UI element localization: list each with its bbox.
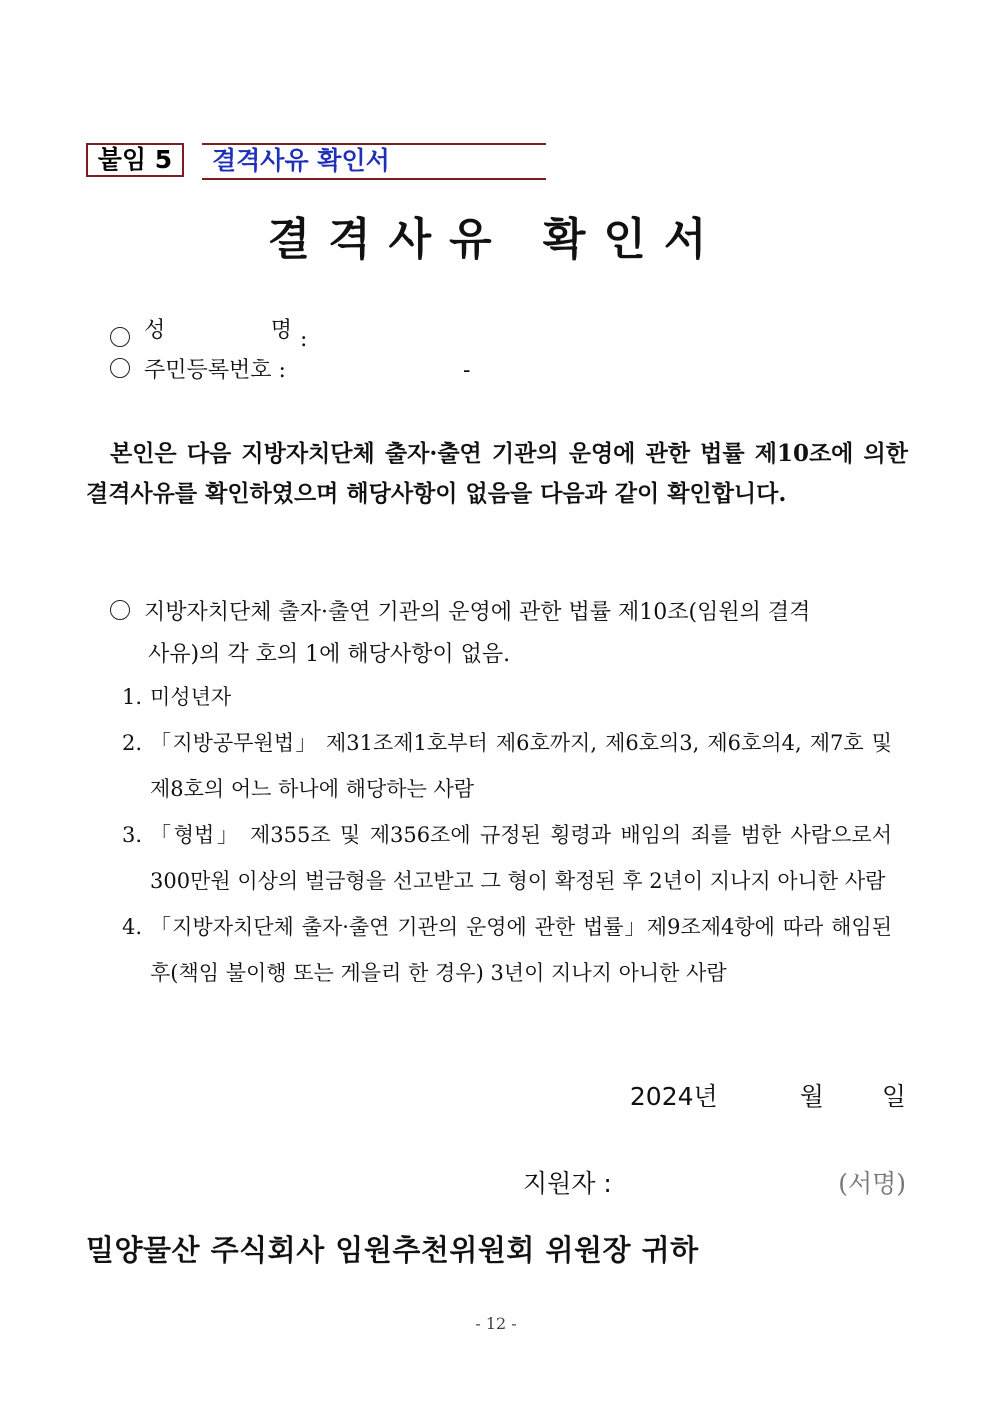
list-item-number: 2. xyxy=(122,731,143,755)
rrn-field xyxy=(110,356,286,386)
statement-paragraph: 본인은 다음 지방자치단체 출자·출연 기관의 운영에 관한 법률 제10조에 의한 결격사유를 확인하였으며 해당사항이 없음을 다음과 같이 확인합니다. xyxy=(86,440,908,507)
attachment-tag: 붙임 5 xyxy=(86,143,184,177)
date-month: 월 xyxy=(799,1082,824,1111)
document-title: 결격사유 확인서 xyxy=(267,214,725,265)
name-colon: : xyxy=(300,327,308,352)
main-item-line2: 사유)의 각 호의 1에 해당사항이 없음. xyxy=(148,642,511,667)
list-item xyxy=(122,720,892,812)
name-field xyxy=(110,316,307,355)
list-item xyxy=(122,812,892,904)
circle-bullet-icon xyxy=(110,327,130,347)
applicant-label: 지원자 : xyxy=(523,1169,612,1198)
disqualification-list xyxy=(122,674,892,996)
page-number: - 12 - xyxy=(475,1314,517,1333)
circle-bullet-icon xyxy=(110,600,130,620)
main-item-line1: 지방자치단체 출자·출연 기관의 운영에 관한 법률 제10조(임원의 결격 xyxy=(144,600,811,625)
name-label: 성 명 xyxy=(144,318,292,343)
list-item-number: 4. xyxy=(122,915,143,939)
list-item xyxy=(122,674,892,720)
list-item-text: 미성년자 xyxy=(150,685,232,709)
date-line xyxy=(630,1080,906,1114)
rrn-dash: - xyxy=(463,358,471,383)
signature-label: (서명) xyxy=(838,1169,906,1198)
list-item xyxy=(122,904,892,996)
main-item xyxy=(110,592,908,676)
list-item-number: 1. xyxy=(122,685,143,709)
date-year: 2024년 xyxy=(629,1082,718,1111)
date-day: 일 xyxy=(881,1082,906,1111)
recipient-line: 밀양물산 주식회사 임원추천위원회 위원장 귀하 xyxy=(86,1233,699,1267)
circle-bullet-icon xyxy=(110,358,130,378)
list-item-text: 「지방공무원법」 제31조제1호부터 제6호까지, 제6호의3, 제6호의4, 제7호 및 제8호의 어느 하나에 해당하는 사람 xyxy=(150,731,892,801)
list-item-number: 3. xyxy=(122,823,143,847)
attachment-title: 결격사유 확인서 xyxy=(202,143,546,180)
list-item-text: 「지방자치단체 출자·출연 기관의 운영에 관한 법률」제9조제4항에 따라 해임된 후(책임 불이행 또는 게을리 한 경우) 3년이 지나지 아니한 사람 xyxy=(150,915,892,985)
list-item-text: 「형법」 제355조 및 제356조에 규정된 횡령과 배임의 죄를 범한 사람으로서 300만원 이상의 벌금형을 선고받고 그 형이 확정된 후 2년이 지나지 아니한 사람 xyxy=(150,823,892,893)
rrn-label: 주민등록번호 : xyxy=(144,358,286,383)
